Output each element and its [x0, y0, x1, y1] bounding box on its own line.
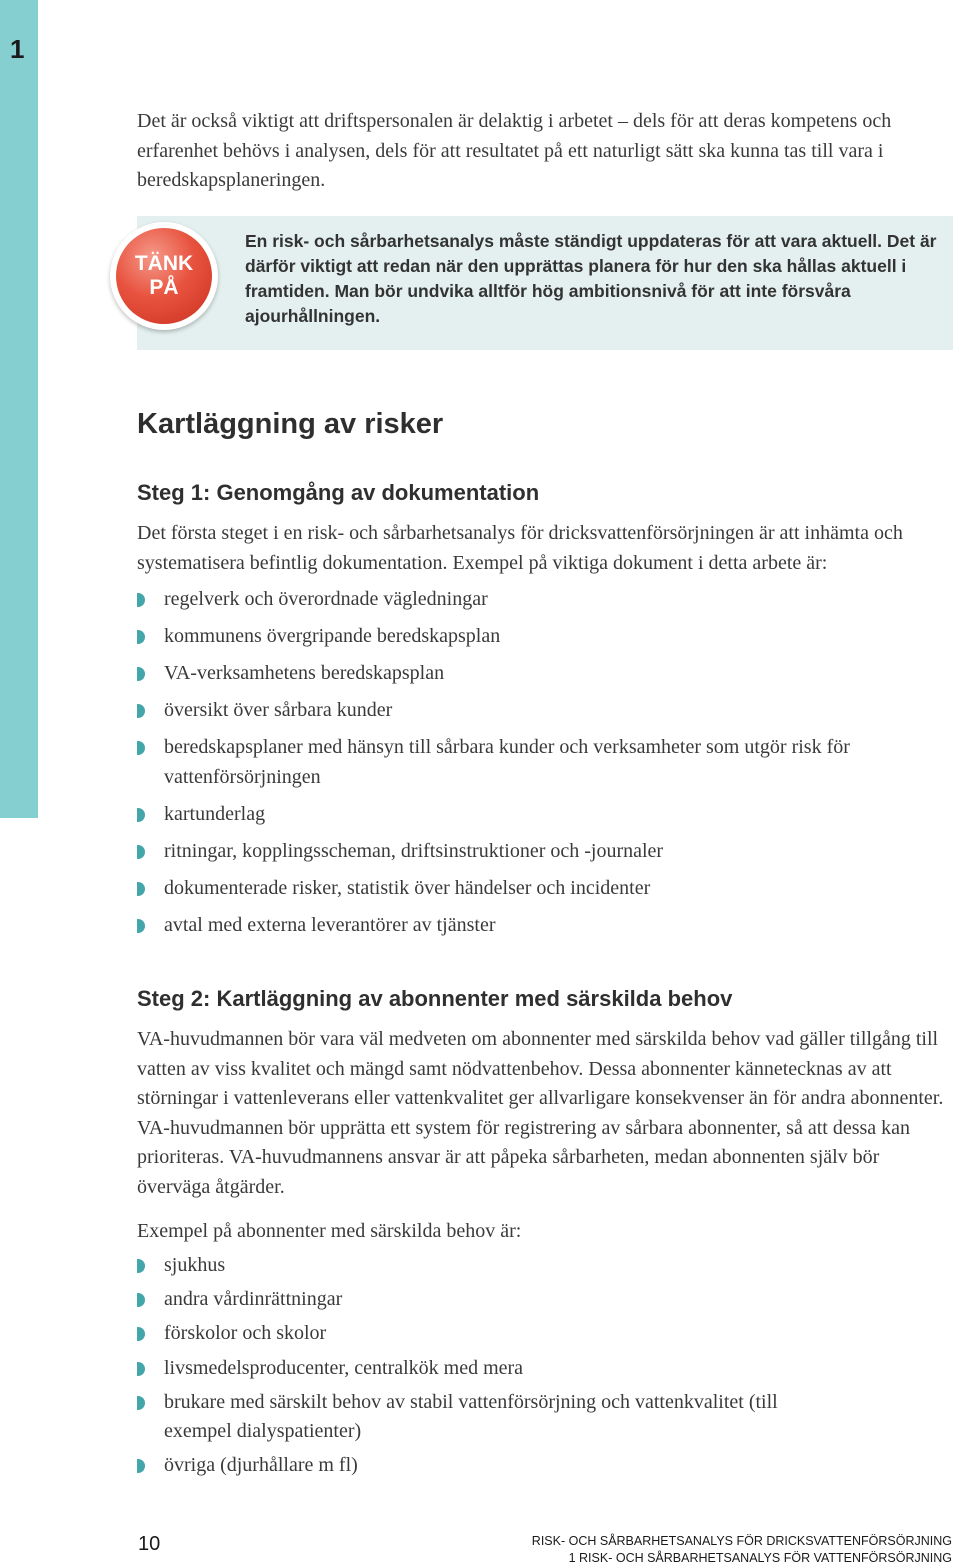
step1-paragraph: Det första steget i en risk- och sårbarhetsanalys för dricksvattenförsörjningen är att inhämta och systematisera befintlig dokumentation. Exempel på viktiga dokument i detta arbete är: — [137, 522, 903, 574]
section-title: Kartläggning av risker — [137, 408, 444, 440]
list-item — [137, 1388, 952, 1447]
bullet-icon — [137, 1327, 145, 1341]
step1-document-list — [137, 585, 952, 948]
step2-subscriber-list — [137, 1251, 952, 1486]
step2-heading: Steg 2: Kartläggning av abonnenter med särskilda behov — [137, 986, 733, 1011]
list-item-text: förskolor och skolor — [164, 1322, 327, 1345]
list-item — [137, 874, 952, 904]
bullet-icon — [137, 741, 145, 755]
intro-paragraph: Det är också viktigt att driftspersonalen är delaktig i arbetet – dels för att deras kompetens och erfarenhet behövs i analysen, dels för att resultatet på ett naturligt sätt ska kunna tas till vara i beredskapsplaneringen. — [137, 110, 892, 191]
list-item-text: övriga (djurhållare m fl) — [164, 1454, 358, 1477]
list-item — [137, 696, 952, 726]
list-item-text: dokumenterade risker, statistik över händelser och incidenter — [164, 876, 651, 899]
list-item-text: sjukhus — [164, 1254, 226, 1276]
bullet-icon — [137, 1396, 145, 1410]
bullet-icon — [137, 845, 145, 859]
running-head-line-2: 1 RISK- OCH SÅRBARHETSANALYS FÖR VATTENFÖRSÖRJNING — [568, 1551, 952, 1565]
list-item — [137, 659, 952, 689]
list-item-text: översikt över sårbara kunder — [164, 699, 393, 721]
bullet-icon — [137, 630, 145, 644]
list-item — [137, 1285, 952, 1315]
tank-pa-badge — [110, 222, 218, 330]
running-head-line-1: RISK- OCH SÅRBARHETSANALYS FÖR DRICKSVATTENFÖRSÖRJNING — [531, 1534, 952, 1548]
list-item — [137, 585, 952, 615]
list-item-text: VA-verksamhetens beredskapsplan — [164, 662, 445, 684]
list-item-text: andra vårdinrättningar — [164, 1288, 343, 1311]
badge-line-1: TÄNK — [134, 252, 194, 275]
list-item — [137, 733, 952, 792]
step1-heading: Steg 1: Genomgång av dokumentation — [137, 480, 540, 505]
list-item-text: avtal med externa leverantörer av tjänster — [164, 913, 496, 936]
list-item — [137, 911, 952, 941]
list-item — [137, 622, 952, 652]
step2-paragraph: VA-huvudmannen bör vara väl medveten om abonnenter med särskilda behov vad gäller tillgång till vatten av viss kvalitet och mängd samt nödvattenbehov. Dessa abonnenter kännetecknas av att störningar i vattenleverans eller vattenkvalitet ger allvarligare konsekvenser än för andra abonnenter. VA-huvudmannen bör upprätta ett system för registrering av sårbara abonnenter, så att dessa kan prioriteras. VA-huvudmannens ansvar är att påpeka sårbarheten, medan abonnenten själv bör överväga åtgärder. — [137, 1028, 944, 1198]
bullet-icon — [137, 808, 145, 822]
bullet-icon — [137, 919, 145, 933]
list-item-text: brukare med särskilt behov av stabil vattenförsörjning och vattenkvalitet (till exempel dialyspatienter) — [164, 1390, 778, 1443]
list-item — [137, 1354, 952, 1384]
list-item — [137, 1451, 952, 1481]
bullet-icon — [137, 1259, 145, 1273]
list-item — [137, 1319, 952, 1349]
bullet-icon — [137, 1459, 145, 1473]
page-number: 10 — [138, 1533, 161, 1555]
list-item — [137, 837, 952, 867]
chapter-number: 1 — [10, 34, 25, 64]
badge-line-2: PÅ — [149, 276, 179, 299]
bullet-icon — [137, 593, 145, 607]
list-item-text: kommunens övergripande beredskapsplan — [164, 625, 501, 647]
bullet-icon — [137, 882, 145, 896]
bullet-icon — [137, 704, 145, 718]
bullet-icon — [137, 1362, 145, 1376]
chapter-side-bar — [0, 0, 38, 818]
tank-pa-badge-inner — [116, 228, 212, 324]
bullet-icon — [137, 1293, 145, 1307]
list-item-text: regelverk och överordnade vägledningar — [164, 588, 488, 610]
list-item-text: kartunderlag — [164, 802, 266, 825]
tip-text: En risk- och sårbarhetsanalys måste ständigt uppdateras för att vara aktuell. Det är därför viktigt att redan när den upprättas planera för hur den ska hållas aktuell i framtiden. Man bör undvika alltför hög ambitionsnivå för att inte försvåra ajourhållningen. — [245, 231, 937, 326]
list-item — [137, 800, 952, 830]
list-item-text: beredskapsplaner med hänsyn till sårbara kunder och verksamheter som utgör risk för vattenförsörjningen — [164, 736, 850, 788]
list-item-text: livsmedelsproducenter, centralkök med mera — [164, 1356, 524, 1379]
list-item — [137, 1251, 952, 1281]
bullet-icon — [137, 667, 145, 681]
running-head — [532, 1533, 952, 1567]
list-item-text: ritningar, kopplingsscheman, driftsinstruktioner och -journaler — [164, 839, 664, 862]
step2-examples-intro: Exempel på abonnenter med särskilda behov är: — [137, 1220, 522, 1242]
